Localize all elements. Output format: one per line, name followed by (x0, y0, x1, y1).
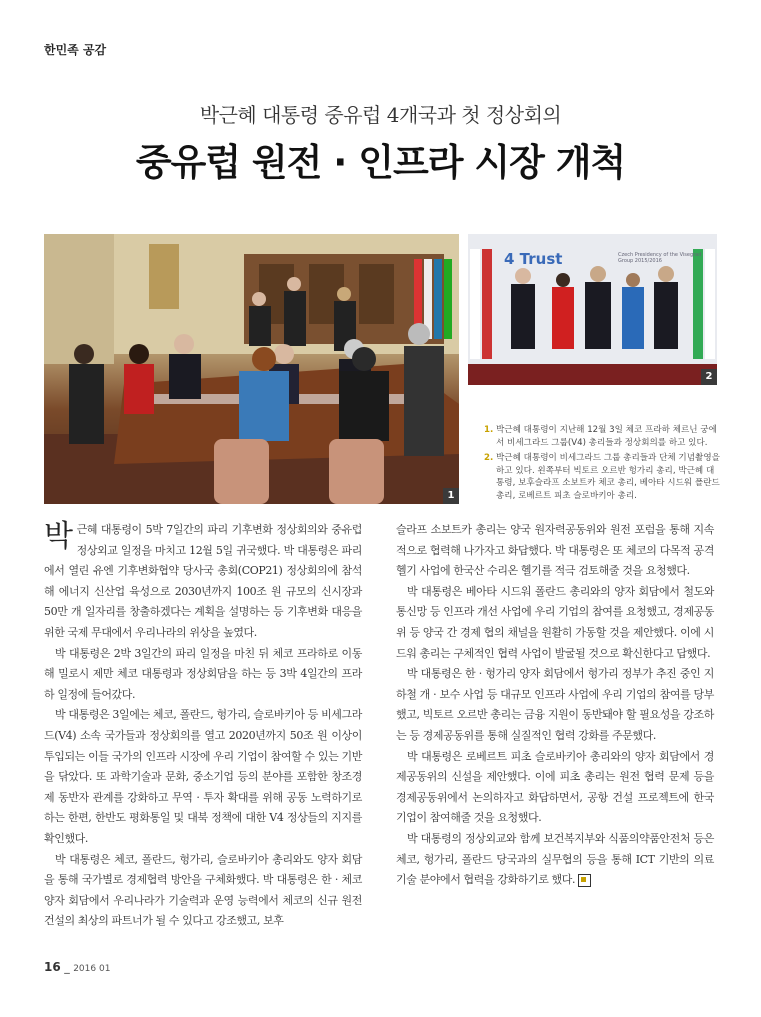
body-column-left (44, 520, 362, 932)
photo-summit-meeting (44, 234, 459, 504)
page-number: 16 (44, 960, 61, 974)
page-footer (44, 960, 110, 974)
caption-number: 2. (484, 453, 494, 463)
body-paragraph: 박 대통령은 3일에는 체코, 폴란드, 헝가리, 슬로바키아 등 비세그라드(V4) 소속 국가들과 정상회의를 열고 2020년까지 50조 원 이상이 투입되는 이들 국가의 인프라 시장에 우리 기업이 참여할 수 있는 기반을 닦았다. 또 과학기술과 문화, 중소기업 등의 분야를 포함한 창조경제 동반자 관계를 강화하고 무역 · 투자 확대를 위해 공동 노력하기로 하는 한편, 한반도 평화통일 및 대북 정책에 대한 V4 정상들의 지지를 확인했다. (44, 708, 362, 845)
body-paragraph: 박 대통령은 2박 3일간의 파리 일정을 마친 뒤 체코 프라하로 이동해 밀로시 제만 체코 대통령과 정상회담을 하는 등 3박 4일간의 프라하 일정에 들어갔다. (44, 646, 362, 701)
body-paragraph: 박 대통령의 정상외교와 함께 보건복지부와 식품의약품안전처 등은 체코, 헝가리, 폴란드 당국과의 실무협의 등을 통해 ICT 기반의 의료기술 분야에서 협력을 강화하기로 했다. (396, 831, 714, 887)
footer-separator: _ (64, 961, 70, 974)
body-paragraph: 박 대통령은 베아타 시드워 폴란드 총리와의 양자 회담에서 철도와 통신망 등 인프라 개선 사업에 우리 기업의 참여를 요청했고, 경제공동위 등 양국 간 경제 협의 채널을 원활히 가동할 것을 제안했다. 이에 시드워 총리는 구체적인 협력 사업이 발굴될 것으로 확신한다고 답했다. (396, 584, 714, 660)
dropcap: 박 (44, 519, 73, 554)
body-paragraph: 박 대통령은 로베르트 피초 슬로바키아 총리와의 양자 회담에서 경제공동위의 신설을 제안했다. 이에 피초 총리는 원전 협력 문제 등을 경제공동위에서 논의하자고 화답하면서, 공항 건설 프로젝트에 한국 기업이 참여해줄 것을 요청했다. (396, 749, 714, 825)
caption-item (484, 452, 720, 502)
meeting-scene-illustration (44, 234, 459, 504)
article-subtitle: 박근혜 대통령 중유럽 4개국과 첫 정상회의 (199, 103, 562, 127)
banner-small-text: Czech Presidency of the Visegrad Group 2015/2016 (618, 252, 702, 264)
photo-number-badge: 1 (443, 488, 459, 504)
section-label: 한민족 공감 (44, 43, 107, 57)
caption-text: 박근혜 대통령이 지난해 12월 3일 체코 프라하 체르닌 궁에서 비세그라드 그룹(V4) 총리들과 정상회의를 하고 있다. (496, 425, 717, 448)
caption-number: 1. (484, 425, 494, 435)
banner-text: 4 Trust (504, 250, 563, 268)
photo-number-badge: 2 (701, 369, 717, 385)
caption-text: 박근혜 대통령이 비세그라드 그룹 총리들과 단체 기념촬영을 하고 있다. 왼쪽부터 빅토르 오르반 헝가리 총리, 박근혜 대통령, 보후슬라프 소보트카 체코 총리, 베아타 시드워 폴란드 총리, 로베르트 피초 슬로바키아 총리. (496, 453, 720, 501)
issue-date: 2016 01 (73, 964, 111, 974)
body-column-right (396, 520, 714, 891)
end-mark-icon (578, 874, 591, 887)
article-title: 중유럽 원전 · 인프라 시장 개척 (135, 141, 626, 184)
body-paragraph: 박근혜 대통령이 5박 7일간의 파리 기후변화 정상회의와 중유럽 정상외교 일정을 마치고 12월 5일 귀국했다. 박 대통령은 파리에서 열린 유엔 기후변화협약 당사국 총회(COP21) 정상회의에 참석해 에너지 신산업 육성으로 2030년까지 100조 원 규모의 신시장과 50만 개 일자리를 창출하겠다는 계획을 설명하는 등 기후변화 대응을 위한 국제 무대에서 우리나라의 위상을 높였다. (44, 519, 362, 639)
photo-group-commemorative (468, 234, 717, 385)
body-paragraph: 박 대통령은 한 · 헝가리 양자 회담에서 헝가리 정부가 추진 중인 지하철 개 · 보수 사업 등 대규모 인프라 사업에 우리 기업의 참여를 당부했고, 빅토르 오르반 총리는 금융 지원이 동반돼야 할 필요성을 강조하는 등 경제공동위를 통해 실질적인 협력 강화를 주문했다. (396, 667, 714, 742)
body-paragraph: 슬라프 소보트카 총리는 양국 원자력공동위와 원전 포럼을 통해 지속적으로 협력해 나가자고 화답했다. 박 대통령은 또 체코의 다목적 공격헬기 사업에 한국산 수리온 헬기를 적극 검토해줄 것을 요청했다. (396, 523, 714, 578)
caption-item (484, 424, 720, 449)
photo-captions (484, 424, 720, 505)
body-paragraph: 박 대통령은 체코, 폴란드, 헝가리, 슬로바키아 총리와도 양자 회담을 통해 국가별로 경제협력 방안을 구체화했다. 박 대통령은 한 · 체코 양자 회담에서 우리나라가 기술력과 운영 능력에서 체코의 신규 원전 건설의 최상의 파트너가 될 수 있다고 강조했고, 보후 (44, 852, 362, 928)
